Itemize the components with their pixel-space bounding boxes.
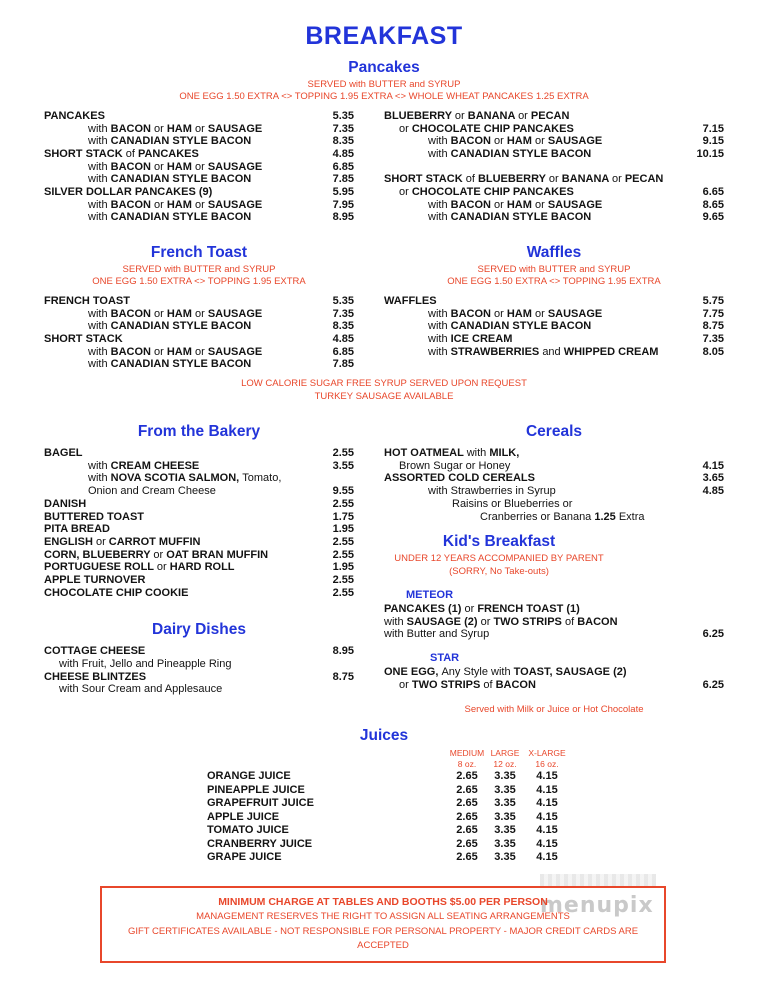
watermark: menupix: [540, 893, 654, 918]
menu-item-label: with Fruit, Jello and Pineapple Ring: [59, 657, 232, 670]
menu-item-label: with CANADIAN STYLE BACON: [88, 358, 252, 371]
menu-item: [384, 186, 724, 199]
juices-title: Juices: [359, 726, 409, 744]
menu-item-price: 2.55: [332, 586, 354, 599]
menu-item-price: 9.15: [702, 135, 724, 148]
juice-row: [207, 811, 724, 824]
menu-item-price: 7.85: [332, 358, 354, 371]
menu-item: [384, 135, 724, 148]
turkey-sausage-note: TURKEY SAUSAGE AVAILABLE: [314, 390, 454, 402]
menu-item: [384, 498, 724, 511]
section-waffles: [384, 236, 724, 371]
menu-item-price: 5.75: [702, 294, 724, 307]
waffles-note-1: SERVED with BUTTER and SYRUP: [477, 263, 631, 275]
juice-price-large: 3.35: [494, 837, 516, 850]
menu-item-label: BAGEL: [44, 446, 83, 459]
juice-row: [207, 770, 724, 783]
menu-item: [44, 123, 354, 136]
certificates-line: GIFT CERTIFICATES AVAILABLE - NOT RESPONSIBLE FOR PERSONAL PROPERTY - MAJOR CREDIT CARDS ARE ACCEPTED: [127, 925, 639, 951]
section-dairy: [44, 621, 354, 696]
menu-item-price: 1.95: [332, 561, 354, 574]
menu-item-label: with CANADIAN STYLE BACON: [88, 211, 252, 224]
pancakes-right-items: [384, 110, 724, 224]
menu-item-label: or TWO STRIPS of BACON: [399, 678, 536, 691]
menu-item-label: with BACON or HAM or SAUSAGE: [88, 307, 263, 320]
french-toast-note-2: ONE EGG 1.50 EXTRA <> TOPPING 1.95 EXTRA: [92, 276, 306, 288]
juice-name: ORANGE JUICE: [207, 770, 291, 783]
right-column: [384, 415, 724, 714]
menu-item: [384, 666, 724, 679]
juice-row: [207, 851, 724, 864]
menu-item-price: 3.65: [702, 472, 724, 485]
kids-title: Kid's Breakfast: [442, 533, 556, 551]
waffles-title: Waffles: [526, 244, 582, 262]
menu-item-label: with Strawberries in Syrup: [428, 485, 556, 498]
menu-item: [384, 295, 724, 308]
menu-item-label: ENGLISH or CARROT MUFFIN: [44, 535, 201, 548]
kids-heading-block: [384, 533, 614, 578]
menu-item-label: ONE EGG, Any Style with TOAST, SAUSAGE (2): [384, 666, 627, 679]
menu-item-label: with Sour Cream and Applesauce: [59, 683, 223, 696]
menu-item: [44, 574, 354, 587]
menu-item: [44, 549, 354, 562]
menu-item: [44, 110, 354, 123]
cereals-title: Cereals: [525, 423, 582, 441]
menu-item: [384, 110, 724, 123]
menu-item-label: with BACON or HAM or SAUSAGE: [88, 345, 263, 358]
menu-item-label: PITA BREAD: [44, 523, 111, 536]
menu-item: [44, 511, 354, 524]
juice-size-xlarge: X-LARGE 16 oz.: [528, 748, 566, 769]
menu-item-price: 7.35: [702, 333, 724, 346]
juice-price-large: 3.35: [494, 797, 516, 810]
menu-item: [384, 616, 724, 629]
menu-item: [384, 123, 724, 136]
menu-item-label: with CANADIAN STYLE BACON: [88, 135, 252, 148]
menu-item-label: HOT OATMEAL with MILK,: [384, 446, 520, 459]
menu-item: [44, 645, 354, 658]
menu-item: [384, 161, 724, 174]
juice-price-xlarge: 4.15: [536, 824, 558, 837]
kids-note-2: (SORRY, No Take-outs): [449, 565, 549, 577]
menu-item-label: with BACON or HAM or SAUSAGE: [88, 122, 263, 135]
menu-item: [44, 148, 354, 161]
menu-item: [44, 536, 354, 549]
juice-rows: [207, 770, 724, 864]
menu-item-label: with SAUSAGE (2) or TWO STRIPS of BACON: [384, 615, 618, 628]
menu-item: [44, 472, 354, 485]
menu-item: [44, 173, 354, 186]
syrup-sausage-notes: [44, 378, 724, 403]
menu-item: [384, 447, 724, 460]
menu-item: [44, 658, 354, 671]
menu-item-label: PORTUGUESE ROLL or HARD ROLL: [44, 561, 235, 574]
menu-item-price: 8.35: [332, 135, 354, 148]
menu-item-price: 7.75: [702, 307, 724, 320]
menu-item: [44, 498, 354, 511]
menu-item-label: with NOVA SCOTIA SALMON, Tomato,: [88, 472, 282, 485]
menu-item-price: 7.85: [332, 173, 354, 186]
juice-size-large: LARGE 12 oz.: [490, 748, 520, 769]
menu-item-label: with CANADIAN STYLE BACON: [428, 147, 592, 160]
menu-item-price: 4.15: [702, 459, 724, 472]
menu-item: [384, 173, 724, 186]
menu-item-price: 8.95: [332, 211, 354, 224]
minimum-charge-line: MINIMUM CHARGE AT TABLES AND BOOTHS $5.00 PER PERSON: [218, 896, 548, 909]
menu-item-price: 8.75: [702, 320, 724, 333]
menu-item-price: 8.95: [332, 645, 354, 658]
juice-name: CRANBERRY JUICE: [207, 837, 313, 850]
french-toast-note-1: SERVED with BUTTER and SYRUP: [122, 263, 276, 275]
menu-item-price: 7.15: [702, 122, 724, 135]
juice-table: [207, 748, 724, 864]
menu-item-price: 8.65: [702, 198, 724, 211]
menu-item-price: 2.55: [332, 574, 354, 587]
menu-item-label: APPLE TURNOVER: [44, 574, 146, 587]
french-toast-title: French Toast: [150, 244, 248, 262]
menu-item: [384, 472, 724, 485]
menu-item-price: 1.95: [332, 523, 354, 536]
menu-item-label: CORN, BLUEBERRY or OAT BRAN MUFFIN: [44, 548, 269, 561]
juice-price-xlarge: 4.15: [536, 797, 558, 810]
menu-item: [44, 683, 354, 696]
menu-item-label: SHORT STACK: [44, 333, 123, 346]
menu-item-label: with Butter and Syrup: [384, 628, 490, 641]
menu-item-price: 4.85: [332, 333, 354, 346]
bakery-items: [44, 447, 354, 599]
menu-item-price: 8.05: [702, 345, 724, 358]
menu-item: [44, 161, 354, 174]
juice-price-large: 3.35: [494, 770, 516, 783]
section-bakery-cereals: [44, 415, 724, 714]
juice-price-xlarge: 4.15: [536, 837, 558, 850]
menu-item: [44, 135, 354, 148]
menu-item: [384, 148, 724, 161]
juice-price-medium: 2.65: [456, 851, 478, 864]
menu-item: [384, 199, 724, 212]
french-toast-items: [44, 295, 354, 371]
menu-item-label: with CANADIAN STYLE BACON: [88, 173, 252, 186]
menu-item: [44, 523, 354, 536]
juice-price-xlarge: 4.15: [536, 783, 558, 796]
juice-row: [207, 797, 724, 810]
section-cereals: [384, 423, 724, 523]
menu-item-label: Onion and Cream Cheese: [88, 485, 216, 498]
menu-item-price: 6.25: [702, 628, 724, 641]
menu-item: [384, 460, 724, 473]
waffles-items: [384, 295, 724, 359]
menu-item-price: 7.95: [332, 198, 354, 211]
menu-item: [44, 186, 354, 199]
menu-item-price: 6.85: [332, 160, 354, 173]
menu-item-label: PANCAKES: [44, 109, 105, 122]
menu-item: [44, 346, 354, 359]
juice-price-xlarge: 4.15: [536, 770, 558, 783]
menu-item-price: 7.35: [332, 307, 354, 320]
menu-item: [44, 308, 354, 321]
menu-item-label: CHEESE BLINTZES: [44, 670, 147, 683]
waffles-note-2: ONE EGG 1.50 EXTRA <> TOPPING 1.95 EXTRA: [447, 276, 661, 288]
menu-item-label: or CHOCOLATE CHIP PANCAKES: [399, 186, 574, 199]
menu-item-price: 9.65: [702, 211, 724, 224]
menu-item-label: with BACON or HAM or SAUSAGE: [428, 198, 603, 211]
juice-name: APPLE JUICE: [207, 810, 280, 823]
section-kids-breakfast: [384, 533, 724, 714]
low-calorie-note: LOW CALORIE SUGAR FREE SYRUP SERVED UPON REQUEST: [241, 378, 527, 390]
kids-star-items: [384, 666, 724, 691]
menu-item-label: BUTTERED TOAST: [44, 510, 145, 523]
seating-line: MANAGEMENT RESERVES THE RIGHT TO ASSIGN ALL SEATING ARRANGEMENTS: [196, 911, 570, 923]
menu-item: [384, 320, 724, 333]
section-juices: [44, 727, 724, 865]
menu-item-label: with BACON or HAM or SAUSAGE: [88, 198, 263, 211]
menu-item-label: Raisins or Blueberries or: [452, 497, 573, 510]
bakery-title: From the Bakery: [137, 423, 261, 441]
menu-item-price: 6.25: [702, 678, 724, 691]
menu-item-label: with CANADIAN STYLE BACON: [88, 320, 252, 333]
kids-note-1: UNDER 12 YEARS ACCOMPANIED BY PARENT: [394, 553, 604, 565]
menu-item-price: 6.85: [332, 345, 354, 358]
menu-item: [44, 561, 354, 574]
menu-item: [44, 358, 354, 371]
menu-item-label: Cranberries or Banana 1.25 Extra: [480, 510, 645, 523]
dairy-items: [44, 645, 354, 696]
menu-item-label: SHORT STACK of PANCAKES: [44, 147, 199, 160]
menu-item-label: SHORT STACK of BLUEBERRY or BANANA or PECAN: [384, 173, 664, 186]
juice-row: [207, 784, 724, 797]
menu-item: [384, 308, 724, 321]
kids-footnote: Served with Milk or Juice or Hot Chocolate: [464, 703, 644, 715]
menu-item-label: CHOCOLATE CHIP COOKIE: [44, 586, 189, 599]
menu-item-price: 5.35: [332, 109, 354, 122]
kids-meteor-items: [384, 603, 724, 641]
kids-star-heading: STAR: [430, 652, 460, 665]
juice-price-large: 3.35: [494, 824, 516, 837]
juice-name: TOMATO JUICE: [207, 824, 289, 837]
juice-price-medium: 2.65: [456, 797, 478, 810]
menu-item-label: with BACON or HAM or SAUSAGE: [428, 307, 603, 320]
policy-notice-box: [100, 886, 666, 963]
dairy-title: Dairy Dishes: [152, 621, 246, 639]
juice-price-medium: 2.65: [456, 837, 478, 850]
section-bakery: [44, 423, 354, 599]
juice-name: GRAPE JUICE: [207, 851, 282, 864]
menu-item-label: Brown Sugar or Honey: [399, 459, 511, 472]
menu-item: [44, 320, 354, 333]
menu-item-label: with STRAWBERRIES and WHIPPED CREAM: [428, 345, 659, 358]
juice-price-medium: 2.65: [456, 783, 478, 796]
menu-item-label: with BACON or HAM or SAUSAGE: [88, 160, 263, 173]
menu-item-price: 1.75: [332, 510, 354, 523]
menu-item: [44, 447, 354, 460]
menu-item: [384, 511, 724, 524]
menu-item: [384, 485, 724, 498]
menu-item-label: WAFFLES: [384, 294, 437, 307]
menu-item-label: with ICE CREAM: [428, 333, 513, 346]
menu-item: [44, 460, 354, 473]
menu-item: [44, 485, 354, 498]
menu-item: [44, 211, 354, 224]
section-french-toast: [44, 236, 354, 371]
menu-item-price: 8.75: [332, 670, 354, 683]
juice-row: [207, 838, 724, 851]
juice-row: [207, 824, 724, 837]
menu-item-label: BLUEBERRY or BANANA or PECAN: [384, 109, 570, 122]
menu-item-price: 5.35: [332, 294, 354, 307]
menu-item-label: or CHOCOLATE CHIP PANCAKES: [399, 122, 574, 135]
menu-item-price: 7.35: [332, 122, 354, 135]
menu-item-price: 6.65: [702, 186, 724, 199]
pancakes-note-2: ONE EGG 1.50 EXTRA <> TOPPING 1.95 EXTRA <> WHOLE WHEAT PANCAKES 1.25 EXTRA: [179, 91, 589, 103]
juice-name: GRAPEFRUIT JUICE: [207, 797, 314, 810]
menu-item-price: 8.35: [332, 320, 354, 333]
section-french-toast-waffles: [44, 236, 724, 371]
menu-item-label: with CANADIAN STYLE BACON: [428, 320, 592, 333]
menu-item-price: 2.55: [332, 497, 354, 510]
menu-item: [384, 628, 724, 641]
juice-price-medium: 2.65: [456, 810, 478, 823]
juice-price-xlarge: 4.15: [536, 851, 558, 864]
menu-item-label: DANISH: [44, 497, 87, 510]
menu-item: [384, 346, 724, 359]
juice-price-medium: 2.65: [456, 770, 478, 783]
menu-item-label: with BACON or HAM or SAUSAGE: [428, 135, 603, 148]
juice-price-large: 3.35: [494, 783, 516, 796]
menu-item: [44, 587, 354, 600]
pancakes-note-1: SERVED with BUTTER and SYRUP: [307, 78, 461, 90]
pancakes-left-items: [44, 110, 354, 224]
cereals-items: [384, 447, 724, 523]
menu-item-price: 10.15: [696, 147, 724, 160]
menu-item-price: 2.55: [332, 446, 354, 459]
menu-item-price: 2.55: [332, 535, 354, 548]
menu-item-price: 4.85: [702, 485, 724, 498]
menu-item: [384, 211, 724, 224]
menu-item: [44, 199, 354, 212]
menu-item: [384, 679, 724, 692]
juice-price-large: 3.35: [494, 851, 516, 864]
menu-item-price: 4.85: [332, 147, 354, 160]
kids-meteor-heading: METEOR: [406, 589, 454, 602]
left-column: [44, 415, 354, 714]
juice-price-xlarge: 4.15: [536, 810, 558, 823]
menu-item: [44, 295, 354, 308]
menu-item: [384, 333, 724, 346]
page-title: BREAKFAST: [305, 22, 463, 50]
menu-item-label: FRENCH TOAST: [44, 294, 130, 307]
menu-item-price: 5.95: [332, 186, 354, 199]
juice-size-headers: [207, 748, 724, 769]
menu-item: [44, 333, 354, 346]
pancakes-title: Pancakes: [348, 59, 420, 76]
menu-item-label: ASSORTED COLD CEREALS: [384, 472, 535, 485]
section-pancakes: [44, 59, 724, 224]
menu-item: [384, 603, 724, 616]
juice-name: PINEAPPLE JUICE: [207, 783, 305, 796]
juice-price-medium: 2.65: [456, 824, 478, 837]
menu-item-label: COTTAGE CHEESE: [44, 645, 146, 658]
menu-item-price: 9.55: [332, 485, 354, 498]
menu-item: [44, 671, 354, 684]
menu-item-label: PANCAKES (1) or FRENCH TOAST (1): [384, 603, 580, 616]
menu-item-label: with CANADIAN STYLE BACON: [428, 211, 592, 224]
menu-item-label: with CREAM CHEESE: [88, 459, 200, 472]
juice-size-medium: MEDIUM 8 oz.: [449, 748, 485, 769]
menu-item-label: SILVER DOLLAR PANCAKES (9): [44, 186, 213, 199]
menu-item-price: 2.55: [332, 548, 354, 561]
juice-price-large: 3.35: [494, 810, 516, 823]
menu-item-price: 3.55: [332, 459, 354, 472]
